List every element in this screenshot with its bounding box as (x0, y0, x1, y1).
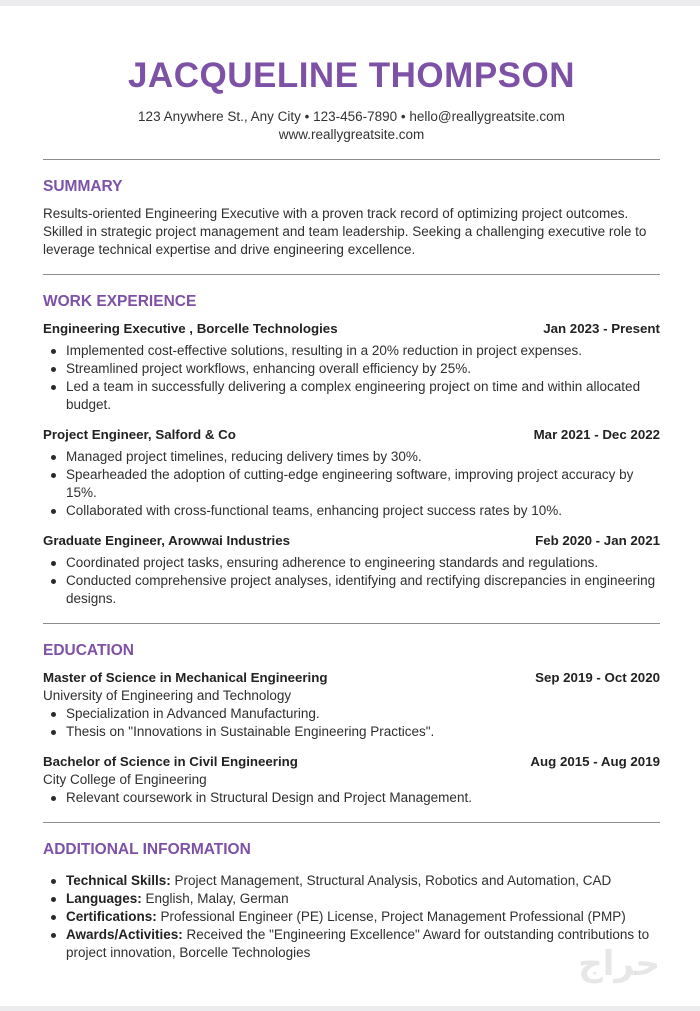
additional-item (66, 872, 660, 890)
item-value: Received the "Engineering Excellence" Award for outstanding contributions to project innovation, Borcelle Technologies (66, 927, 650, 960)
education-entry (43, 669, 660, 741)
education-heading: EDUCATION (43, 642, 134, 659)
degree-title: Bachelor of Science in Civil Engineering (43, 754, 298, 769)
item-label: Certifications: (66, 909, 157, 924)
resume-page (0, 6, 700, 1006)
job-bullet: Conducted comprehensive project analyses, identifying and rectifying discrepancies in engineering designs. (66, 572, 660, 608)
job-bullet: Implemented cost-effective solutions, resulting in a 20% reduction in project expenses. (66, 342, 660, 360)
item-label: Technical Skills: (66, 873, 171, 888)
work-experience-heading: WORK EXPERIENCE (43, 293, 197, 310)
job-bullet: Spearheaded the adoption of cutting-edge engineering software, improving project accuracy by 15%. (66, 466, 660, 502)
education-bullet: Thesis on "Innovations in Sustainable Engineering Practices". (66, 723, 660, 741)
job-dates: Mar 2021 - Dec 2022 (533, 427, 660, 442)
institution-name: City College of Engineering (43, 772, 207, 787)
section-divider (43, 159, 660, 160)
degree-dates: Aug 2015 - Aug 2019 (530, 754, 660, 769)
job-entry (43, 532, 660, 608)
degree-title: Master of Science in Mechanical Engineering (43, 670, 328, 685)
section-divider (43, 274, 660, 275)
section-divider (43, 822, 660, 823)
job-title: Project Engineer, Salford & Co (43, 427, 236, 442)
education-bullet: Relevant coursework in Structural Design and Project Management. (66, 789, 660, 807)
additional-item (66, 926, 660, 962)
job-bullet: Managed project timelines, reducing delivery times by 30%. (66, 448, 660, 466)
contact-line: 123 Anywhere St., Any City • 123-456-7890 • hello@reallygreatsite.com (138, 109, 565, 124)
summary-text: Results-oriented Engineering Executive with a proven track record of optimizing project outcomes. Skilled in strategic project management and team leadership. Seeking a challenging executive role to leverage technical expertise and drive engineering excellence. (43, 206, 647, 257)
job-dates: Jan 2023 - Present (543, 321, 660, 336)
summary-heading: SUMMARY (43, 178, 123, 195)
job-bullet: Coordinated project tasks, ensuring adherence to engineering standards and regulations. (66, 554, 660, 572)
item-value: Project Management, Structural Analysis, Robotics and Automation, CAD (170, 873, 612, 888)
job-bullet: Collaborated with cross-functional teams, enhancing project success rates by 10%. (66, 502, 660, 520)
item-label: Languages: (66, 891, 142, 906)
additional-item (66, 908, 660, 926)
item-value: English, Malay, German (141, 891, 289, 906)
job-title: Graduate Engineer, Arowwai Industries (43, 533, 291, 548)
additional-item (66, 890, 660, 908)
candidate-name: JACQUELINE THOMPSON (127, 56, 576, 95)
website-line: www.reallygreatsite.com (278, 127, 425, 142)
watermark-logo: حراج (578, 944, 660, 984)
job-entry (43, 426, 660, 520)
job-entry (43, 320, 660, 414)
education-bullet: Specialization in Advanced Manufacturing. (66, 705, 660, 723)
item-label: Awards/Activities: (66, 927, 183, 942)
item-value: Professional Engineer (PE) License, Project Management Professional (PMP) (156, 909, 626, 924)
job-dates: Feb 2020 - Jan 2021 (535, 533, 660, 548)
degree-dates: Sep 2019 - Oct 2020 (535, 670, 660, 685)
job-bullet: Streamlined project workflows, enhancing overall efficiency by 25%. (66, 360, 660, 378)
job-bullet: Led a team in successfully delivering a complex engineering project on time and within allocated budget. (66, 378, 660, 414)
section-divider (43, 623, 660, 624)
institution-name: University of Engineering and Technology (43, 688, 292, 703)
additional-info-heading: ADDITIONAL INFORMATION (43, 841, 251, 858)
education-entry (43, 753, 660, 807)
job-title: Engineering Executive , Borcelle Technologies (43, 321, 338, 336)
